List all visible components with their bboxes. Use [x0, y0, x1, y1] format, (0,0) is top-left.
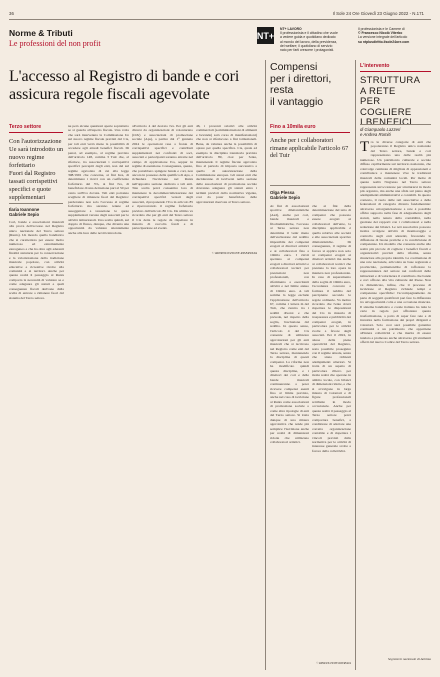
intervento-headline [360, 76, 432, 129]
intervento-headline-line-2: A RETE [360, 85, 396, 97]
promo-line: a vedere guida e quotidiano dedicato [280, 35, 336, 40]
intervento-body-text: ra le diverse categorie di enti che popoleranno il Registro unico nazionale del Terzo settore, bande e cori rappresentano una delle realtà più numerose. Un patrimonio culturale e sociale diffuso capillarmente sul territorio nazionale, che coinvolge centinaia di migliaia di appassionati e contribuisce a mantenere vive le tradizioni musicali delle comunità locali. Per molte di queste realtà l'ingresso nel Terzo settore rappresenta un'occasione per strutturarsi in modo più organico, ma anche una sfida sul piano degli adempimenti amministrativi e contabili. In questo contesto, il ruolo delle reti associative e delle federazioni di categoria diventa fondamentale: attraverso un'organizzazione a rete è possibile offrire supporto nella fase di adeguamento degli statuti, nella tenuta della contabilità, nella gestione dei rapporti con i collaboratori e nella redazione dei bilanci. Le reti associative possono inoltre svolgere attività di monitoraggio e controllo sugli enti aderenti, favorendo la diffusione di buone pratiche e la condivisione di competenze. Un modello che consente anche alle realtà più piccole di cogliere i benefici fiscali e organizzativi previsti dalla riforma, senza rinunciare alla propria identità. La costituzione di una rete nazionale, articolata su base regionale e provinciale, permetterebbe di rafforzare la rappresentanza del settore nei confronti delle istituzioni e di valorizzare il contributo che bande e cori offrono alla vita culturale del Paese. Non va dimenticato, infine, che il processo di iscrizione al Registro richiede tempi e competenze specifiche: l'accompagnamento da parte di soggetti qualificati può fare la differenza tra un'opportunità colta e una occasione mancata. Il sistema bandistico e corale italiano ha tutte le carte in regola per affrontare questa trasformazione, a patto di saper fare rete e di investire nella formazione dei propri dirigenti e volontari. Solo così sarà possibile garantire continuità a un patrimonio che appartiene all'intera collettività e che merita di essere tutelato e promosso anche attraverso gli strumenti offerti dal nuovo Codice del Terzo settore. [360, 140, 431, 345]
side-kicker-rule [270, 132, 350, 133]
intervento-rule [360, 71, 431, 72]
side-headline [270, 62, 350, 108]
top-rule [9, 19, 431, 20]
intervento-caption: Segretario nazionale di Anbima [387, 657, 431, 661]
main-col-4-caption: © RIPRODUZIONE RISERVATA [211, 251, 257, 255]
promo-line: del welfare; il quotidiano di servizio [280, 43, 333, 48]
main-byline-2: Gabriele Sepio [9, 212, 40, 217]
main-headline [9, 68, 261, 103]
side-headline-line-2: per i direttori, [270, 72, 332, 85]
kicker-rule [9, 132, 63, 133]
intervento-headline-line-4: I BENEFICI [360, 117, 413, 129]
side-col-a-text: Ai fini di associazioni sportive dilettantistiche (Asd), anche per cori, bande musicali e filodrammatiche, l'accesso al Terzo settore non determina il venir meno dell'esclusione dal reddito imponibile dei compensi erogati ai direttori artistici e ai collaboratori fino a 10mila euro. I rinvii spettano ai compensi erogati a direttori artistici e collaboratori tecnici per prestazioni non professionali, con riferimento a esercitanti attività e nel limite annuo di 10mila euro. A tali somme la legge esclude l'applicazione dell'articolo 67, comma 1 lettera m del Tuir, che rientra tra i redditi diversi e che prevede, nel rispetto della soglia, l'esclusione dal reddito. In questo senso, l'articolo 4 del Cts consente di utilizzare agevolazioni per gli enti musicali che si iscrivono nel Registro come enti del Terzo settore, mantenendo la disciplina di questi compensi. La riforma non ha modificato quindi questa disciplina, e i direttori dei cori e delle bande musicali continueranno a poter ricevere compensi esenti fino al limite previsto, anche nel caso di iscrizione al Runts come associazioni di promozione sociale o come altre tipologie di enti del Terzo settore. Si tratta dunque di una misura agevolativa che rende più semplice l'iscrizione anche per realtà di dimensioni ridotte che utilizzano collaboratori artistici. [270, 204, 309, 445]
intervento-byline-2: e Andrea Romiti [360, 132, 391, 137]
promo-col-2 [358, 27, 430, 44]
promo-label: NT+ LAVORO [280, 27, 302, 31]
intervento-byline-1: di Giampaolo Lazzeri [360, 127, 401, 132]
intervento-headline-line-1: STRUTTURA [360, 75, 421, 86]
section-subtitle: Le professioni del non profit [9, 39, 101, 48]
summary-rule [9, 203, 63, 204]
side-summary: Anche per i collaboratori rimane applicabile l'articolo 67 del Tuir [270, 137, 349, 160]
ntplus-logo [257, 27, 274, 44]
promo-line: nato per farti crescere i protagonisti. [280, 48, 335, 53]
intervento-dropcap: T [360, 138, 370, 155]
side-col-b-text: che ai fini della determinazione del tetto di compensi che possono essere erogati ai collaboratori dell'ente, la disciplina applicabile è quella relativa alle società e alle associazioni sportive dilettantistiche. Di conseguenza, il regime di favore si applica non solo ai compensi erogati ai direttori artistici ma anche ai collaboratori tecnici che prestano la loro opera in maniera non professionale. In caso di superamento della soglia di 10mila euro, l'eccedenza concorre a formare il reddito del percipiente secondo le regole ordinarie. Va inoltre ricordato che l'ente dovrà rispettare le disposizioni del Cts in materia di trasparenza e pubblicità dei compensi erogati, in particolare per le attività svolte a favore degli associati. Per il 2022, in attesa della piena operatività del Registro, resta possibile proseguire con il regime attuale, senza che siano richiesti adempimenti ulteriori. Si tratta di un aspetto di particolare rilievo per molte realtà che operano in ambito locale, con bilanci di dimensioni ridotte, e che si avvalgono in larga misura di volontari e di figure professionali retribuite in modo occasionale. Anche per queste realtà il passaggio al Terzo settore potrà comportare benefici, a condizione di adottare una corretta organizzazione contabile e di rispettare i vincoli previsti dalla normativa per le attività di interesse generale svolte a favore della collettività. [312, 204, 352, 453]
main-kicker: Terzo settore [9, 124, 42, 130]
side-headline-line-3: resta [270, 84, 294, 96]
page-number: 36 [9, 11, 14, 16]
promo-line: al mondo del lavoro, della previdenza, [280, 39, 338, 44]
paper-date: Il Sole 24 Ore Giovedì 23 Giugno 2022 - N.171 [332, 11, 424, 16]
side-summary-rule [270, 185, 350, 186]
side-kicker: Fino a 10mila euro [270, 124, 316, 130]
side-divider [265, 60, 266, 670]
main-col-4-text: 46, i proventi relativi alle attività commerciali (somministrazioni di alimenti e bevande) sarà corso di manifestazioni) che non si riferiscono a fini istituzionali. Bene, da valutare anche la possibilità di optare per quella specifica. Cts, quale ad esempio la disciplina transitoria prevista dall'articolo 89, cioè per l'ente, mantenendo il regime fiscale agevolato fino al periodo di imposta successivo a quello di autorizzazione della Commissione europea. Gli stessi enti che decideranno di iscriversi nella sezione delle associazioni di promozione sociale dovranno adeguare gli statuti entro i termini previsti dalla normativa vigente, così da poter beneficiare delle agevolazioni riservate al Terzo settore. [196, 124, 257, 204]
main-byline-1: Ilaria Ioannone [9, 207, 40, 212]
main-col-2-text: ne però alcune questioni aperte soprattutto se si guarda all'aspetto fiscale. Una volta che sarà intervenuta la Commissione Ue sul nuovo regime fiscale previsti dal Cts, per tali enti verrà meno la possibilità di accedere agli attuali benefici fiscali. Di penal, ad esempio, al regime previsto dall'articolo 148, comma 3 Tuir che, al riferisce, tra associazioni i corrispettivi specifici percepiti dagli enti, non del sul regime agevolato di cui alla legge 398/1991 che concerne, ai fini Ires, di determinare i ricavi con un coefficiente forfettario del 3%, ai fini Iva, di beneficiare di una detrazione pari al 50 per cento sull'iva dovuta. Tali enti potranno scegliere di rimanere fuori dal Registro: perderanno non solo l'accesso al regime forfettario ma saranno tenute ad assoggettare a tassazione le quote supplementari versate dagli associati per le attività istituzionali. Una scelta quindi, sul doppio di flusso, dunque, che diventa una opportunità da valutare attentamente anche alla luce delle novità introdotte. [68, 124, 129, 235]
main-summary-1: Con l'autorizzazione Ue sarà introdotto un nuovo regime forfettario [9, 138, 64, 169]
main-summary-2: Fuori dal Registro tassati corrispettivi specifici e quote supplementari [9, 170, 58, 201]
intervento-kicker: L'intervento [360, 63, 390, 69]
main-col-3-text: all'articolo 4 del decreto Iva. Per gli enti diversi da organizzazioni di volontariato (Odv) e associazioni di promozione sociale (Aps), a partire dal 1° gennaio 2024 le operazioni rese a fronte di corrispettivi specifici e contributi supplementari nei confronti di soci, associati e partecipanti saranno attratte nel campo di applicazione Iva, seppur in regime di esenzione. Conseguenze, queste, che potrebbero spingere bande e cori, non ancora in possesso della qualifica di Aps, a richiedere l'iscrizione nel Runts nell'apposita sezione dedicata a tali enti. Tale scelta potrà consentire loro di mantenere la decommercializzazione dei corrispettivi specifici versati dagli associati, riproponendo l'Iva in articolo 85 e ripercorrendo il regime forfettario previsto dall'articolo 86 Cts. Da ultimo va ricordato che per gli enti del Terzo settore il Cts detta le regole da rispettare in materia di raccolta fondi e di partecipazione ad eventi. [132, 124, 193, 231]
promo-line: su ntplusdiritto.ilsole24ore.com [358, 39, 410, 44]
main-headline-line-1: L'accesso al Registro di bande e cori [9, 68, 240, 85]
intervento-body [360, 140, 431, 653]
main-headline-line-2: assicura regole fiscali agevolate [9, 85, 210, 103]
main-col-1-text: Cori, bande e associazioni musicali alla prova dell'accesso nel Registro unico nazionale del Terzo settore (Runts). Un mondo quello bandistico che si caratterizza per essere molto numeroso ed estremamente eterogeneo e che ha oltre agli aderenti finalità statutarie per la conservazione e la valorizzazione della tradizione musicale popolare, con attività educative e ricreative rivolte alla comunità e ai territori. Anche per queste realtà il passaggio al Runts comporta la necessità di valutare se e come adeguare gli statuti e quali conseguenze fiscali derivano dalla scelta di entrare o rimanere fuori dal sistema del Terzo settore. [9, 220, 64, 300]
promo-line: Il professionista e il cittadino che vuole [280, 31, 338, 36]
ntplus-logo-text: NT+ [256, 30, 275, 41]
section-title: Norme & Tributi [9, 28, 73, 38]
promo-col-1 [280, 27, 354, 52]
side-headline-line-1: Compensi [270, 61, 318, 73]
promo-line: La versione integrale dell'articolo [358, 35, 408, 40]
promo-line: Il professionista e le Camere di [358, 27, 405, 31]
side-byline-2: Gabriele Sepio [270, 195, 301, 200]
intervento-headline-line-3: PER COGLIERE [360, 96, 412, 118]
intervento-byline-rule [360, 124, 431, 125]
intervento-divider [355, 60, 356, 670]
side-col-b-caption: © RIPRODUZIONE RISERVATA [316, 662, 351, 665]
side-headline-line-4: il vantaggio [270, 95, 324, 108]
side-byline-1: Olga Plessa [270, 190, 295, 195]
promo-line: © Francesco Nicolò Viterbo [358, 31, 403, 36]
